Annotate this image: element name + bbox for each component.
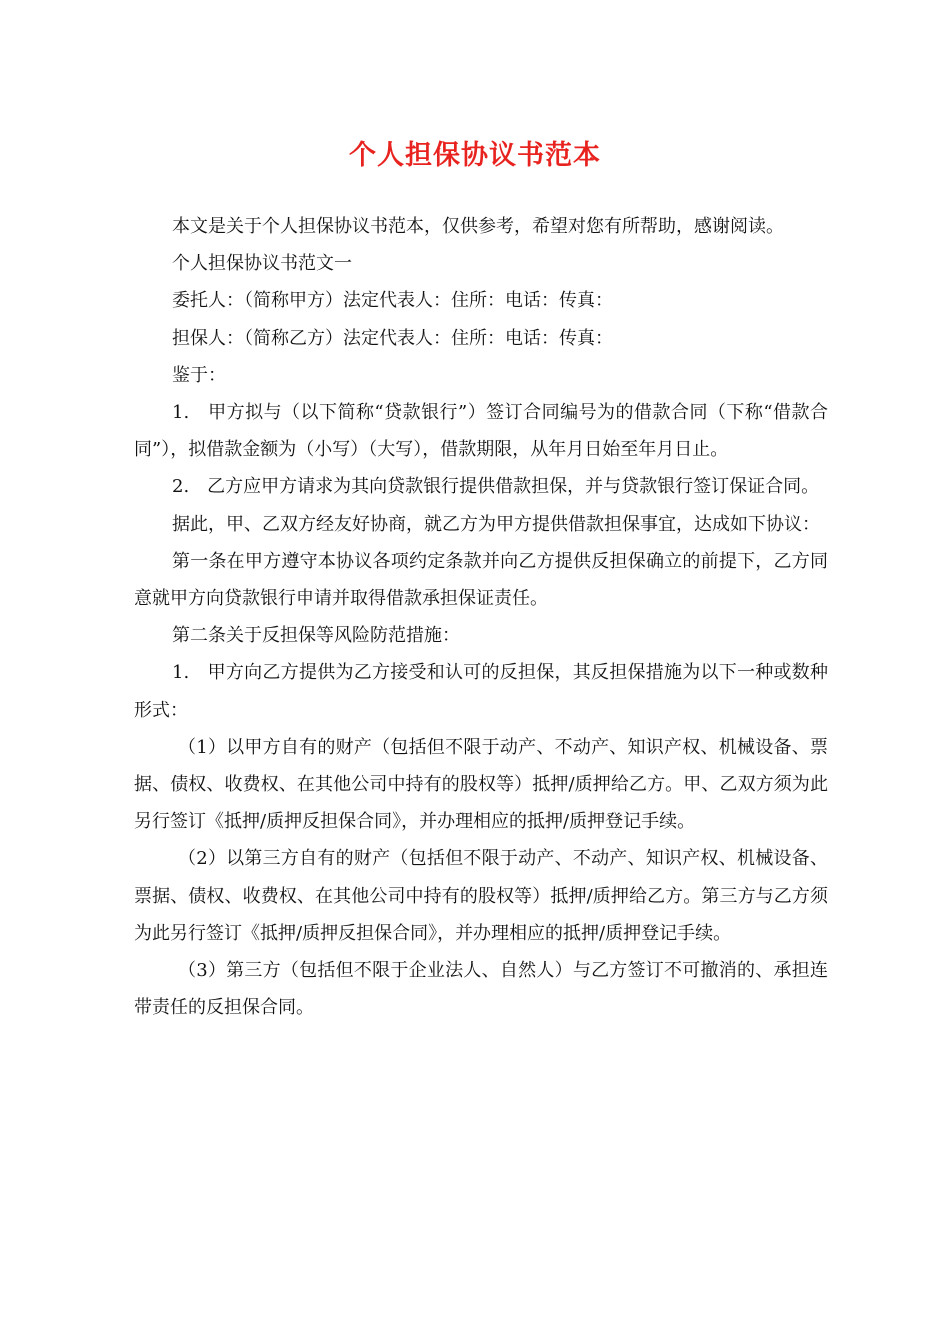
- paragraph-agreement: 据此，甲、乙双方经友好协商，就乙方为甲方提供借款担保事宜，达成如下协议：: [172, 513, 820, 535]
- paragraph-whereas-2: 2. 乙方应甲方请求为其向贷款银行提供借款担保，并与贷款银行签订保证合同。: [172, 476, 820, 498]
- document-body: [134, 208, 828, 1026]
- paragraph-article-2: 第二条关于反担保等风险防范措施：: [172, 625, 460, 647]
- paragraph-principal: 委托人：（简称甲方）法定代表人：住所：电话：传真：: [172, 290, 613, 312]
- paragraph-article-1: 第一条在甲方遵守本协议各项约定条款并向乙方提供反担保确立的前提下，乙方同意就甲方向贷款银行申请并取得借款承担保证责任。: [134, 550, 828, 610]
- paragraph-subitem-1: （1）以甲方自有的财产（包括但不限于动产、不动产、知识产权、机械设备、票据、债权、收费权、在其他公司中持有的股权等）抵押/质押给乙方。甲、乙双方须为此另行签订《抵押/质押反担保合同》，并办理相应的抵押/质押登记手续。: [134, 736, 828, 833]
- paragraph-article-2-item-1: 1. 甲方向乙方提供为乙方接受和认可的反担保，其反担保措施为以下一种或数种形式：: [134, 662, 828, 721]
- paragraph-subtitle: 个人担保协议书范文一: [172, 253, 352, 275]
- paragraph-intro: 本文是关于个人担保协议书范本，仅供参考，希望对您有所帮助，感谢阅读。: [172, 216, 784, 237]
- paragraph-subitem-3: （3）第三方（包括但不限于企业法人、自然人）与乙方签订不可撤消的、承担连带责任的反担保合同。: [134, 960, 828, 1019]
- document-title: 个人担保协议书范本: [349, 140, 601, 171]
- paragraph-whereas-1: 1. 甲方拟与（以下简称“贷款银行”）签订合同编号为的借款合同（下称“借款合同”），拟借款金额为（小写）（大写），借款期限，从年月日始至年月日止。: [134, 402, 828, 461]
- paragraph-subitem-2: （2）以第三方自有的财产（包括但不限于动产、不动产、知识产权、机械设备、票据、债权、收费权、在其他公司中持有的股权等）抵押/质押给乙方。第三方与乙方须为此另行签订《抵押/质押反担保合同》，并办理相应的抵押/质押登记手续。: [134, 848, 828, 944]
- paragraph-guarantor: 担保人：（简称乙方）法定代表人：住所：电话：传真：: [172, 327, 613, 349]
- paragraph-whereas: 鉴于：: [172, 364, 226, 386]
